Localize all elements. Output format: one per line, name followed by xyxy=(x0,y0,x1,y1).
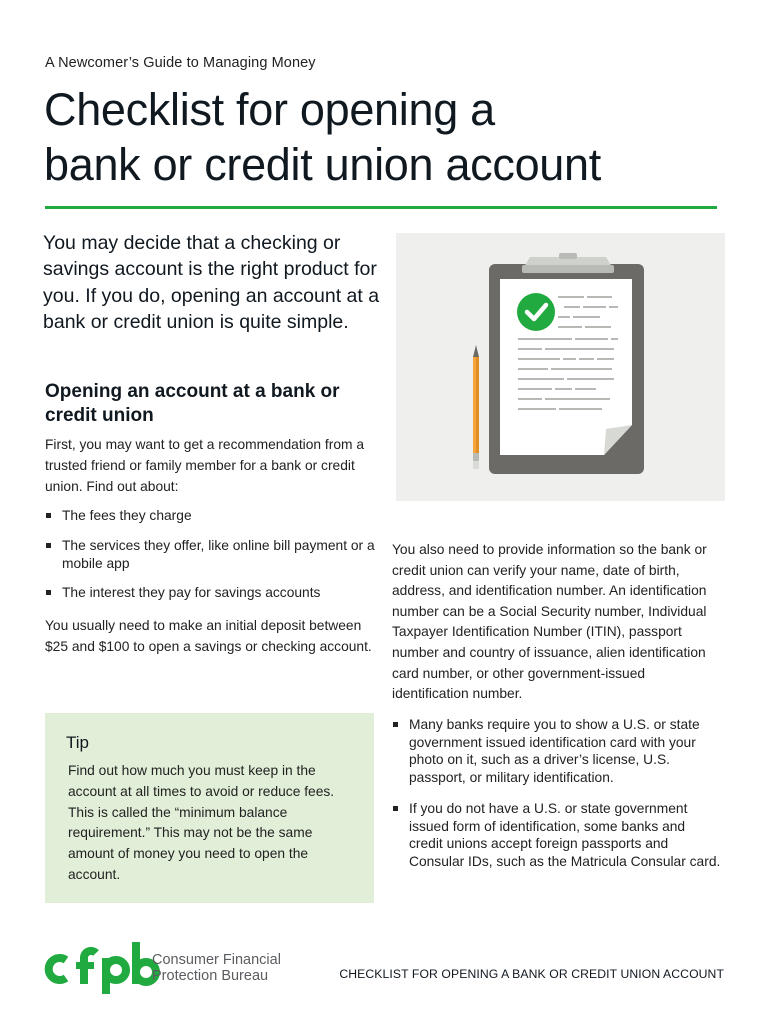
organization-name xyxy=(152,952,281,984)
list-item: The interest they pay for savings accounts xyxy=(45,584,385,602)
list-item: If you do not have a U.S. or state government issued form of identification, some banks and credit unions accept foreign passports and Consular IDs, such as the Matricula Consular card. xyxy=(392,800,722,871)
list-item: The services they offer, like online bill payment or a mobile app xyxy=(45,537,385,572)
identification-paragraph: You also need to provide information so the bank or credit union can verify your name, date of birth, address, and identification number. An identification number can be a Social Security number, Individual Taxpayer Identification Number (ITIN), passport number and country of issuance, alien identification card number, or other government-issued identification number. xyxy=(392,542,707,702)
fees-list xyxy=(45,507,385,525)
section-heading: Opening an account at a bank or credit union xyxy=(45,381,340,426)
list-item: The fees they charge xyxy=(45,507,385,525)
recommendation-paragraph: First, you may want to get a recommendation from a trusted friend or family member for a bank or credit union. Find out about: xyxy=(45,437,364,494)
running-footer: CHECKLIST FOR OPENING A BANK OR CREDIT UNION ACCOUNT xyxy=(339,967,724,981)
page-title xyxy=(44,82,744,192)
services-list xyxy=(45,537,385,572)
title-line-2: bank or credit union account xyxy=(44,139,601,190)
id-list-1 xyxy=(392,716,722,787)
org-line-2: Protection Bureau xyxy=(152,968,269,984)
pencil-icon xyxy=(473,345,479,469)
tip-body: Find out how much you must keep in the account at all times to avoid or reduce fees. This is called the “minimum balance requirement.” This may not be the same amount of money you need to open the account. xyxy=(68,763,335,882)
interest-list xyxy=(45,584,385,602)
list-item: Many banks require you to show a U.S. or state government issued identification card with your photo on it, such as a driver’s license, U.S. passport, or military identification. xyxy=(392,716,722,787)
tip-heading: Tip xyxy=(66,733,89,752)
intro-paragraph: You may decide that a checking or savings account is the right product for you. If you do, opening an account at a bank or credit union is quite simple. xyxy=(43,232,380,333)
title-line-1: Checklist for opening a xyxy=(44,84,495,135)
tip-box xyxy=(45,713,374,903)
green-divider xyxy=(45,206,717,209)
clipboard-illustration xyxy=(396,233,725,501)
clipboard-icon xyxy=(396,233,725,501)
id-list-2 xyxy=(392,800,722,871)
org-line-1: Consumer Financial xyxy=(152,952,281,968)
eyebrow: A Newcomer’s Guide to Managing Money xyxy=(45,55,316,71)
deposit-paragraph: You usually need to make an initial deposit between $25 and $100 to open a savings or checking account. xyxy=(45,618,372,654)
